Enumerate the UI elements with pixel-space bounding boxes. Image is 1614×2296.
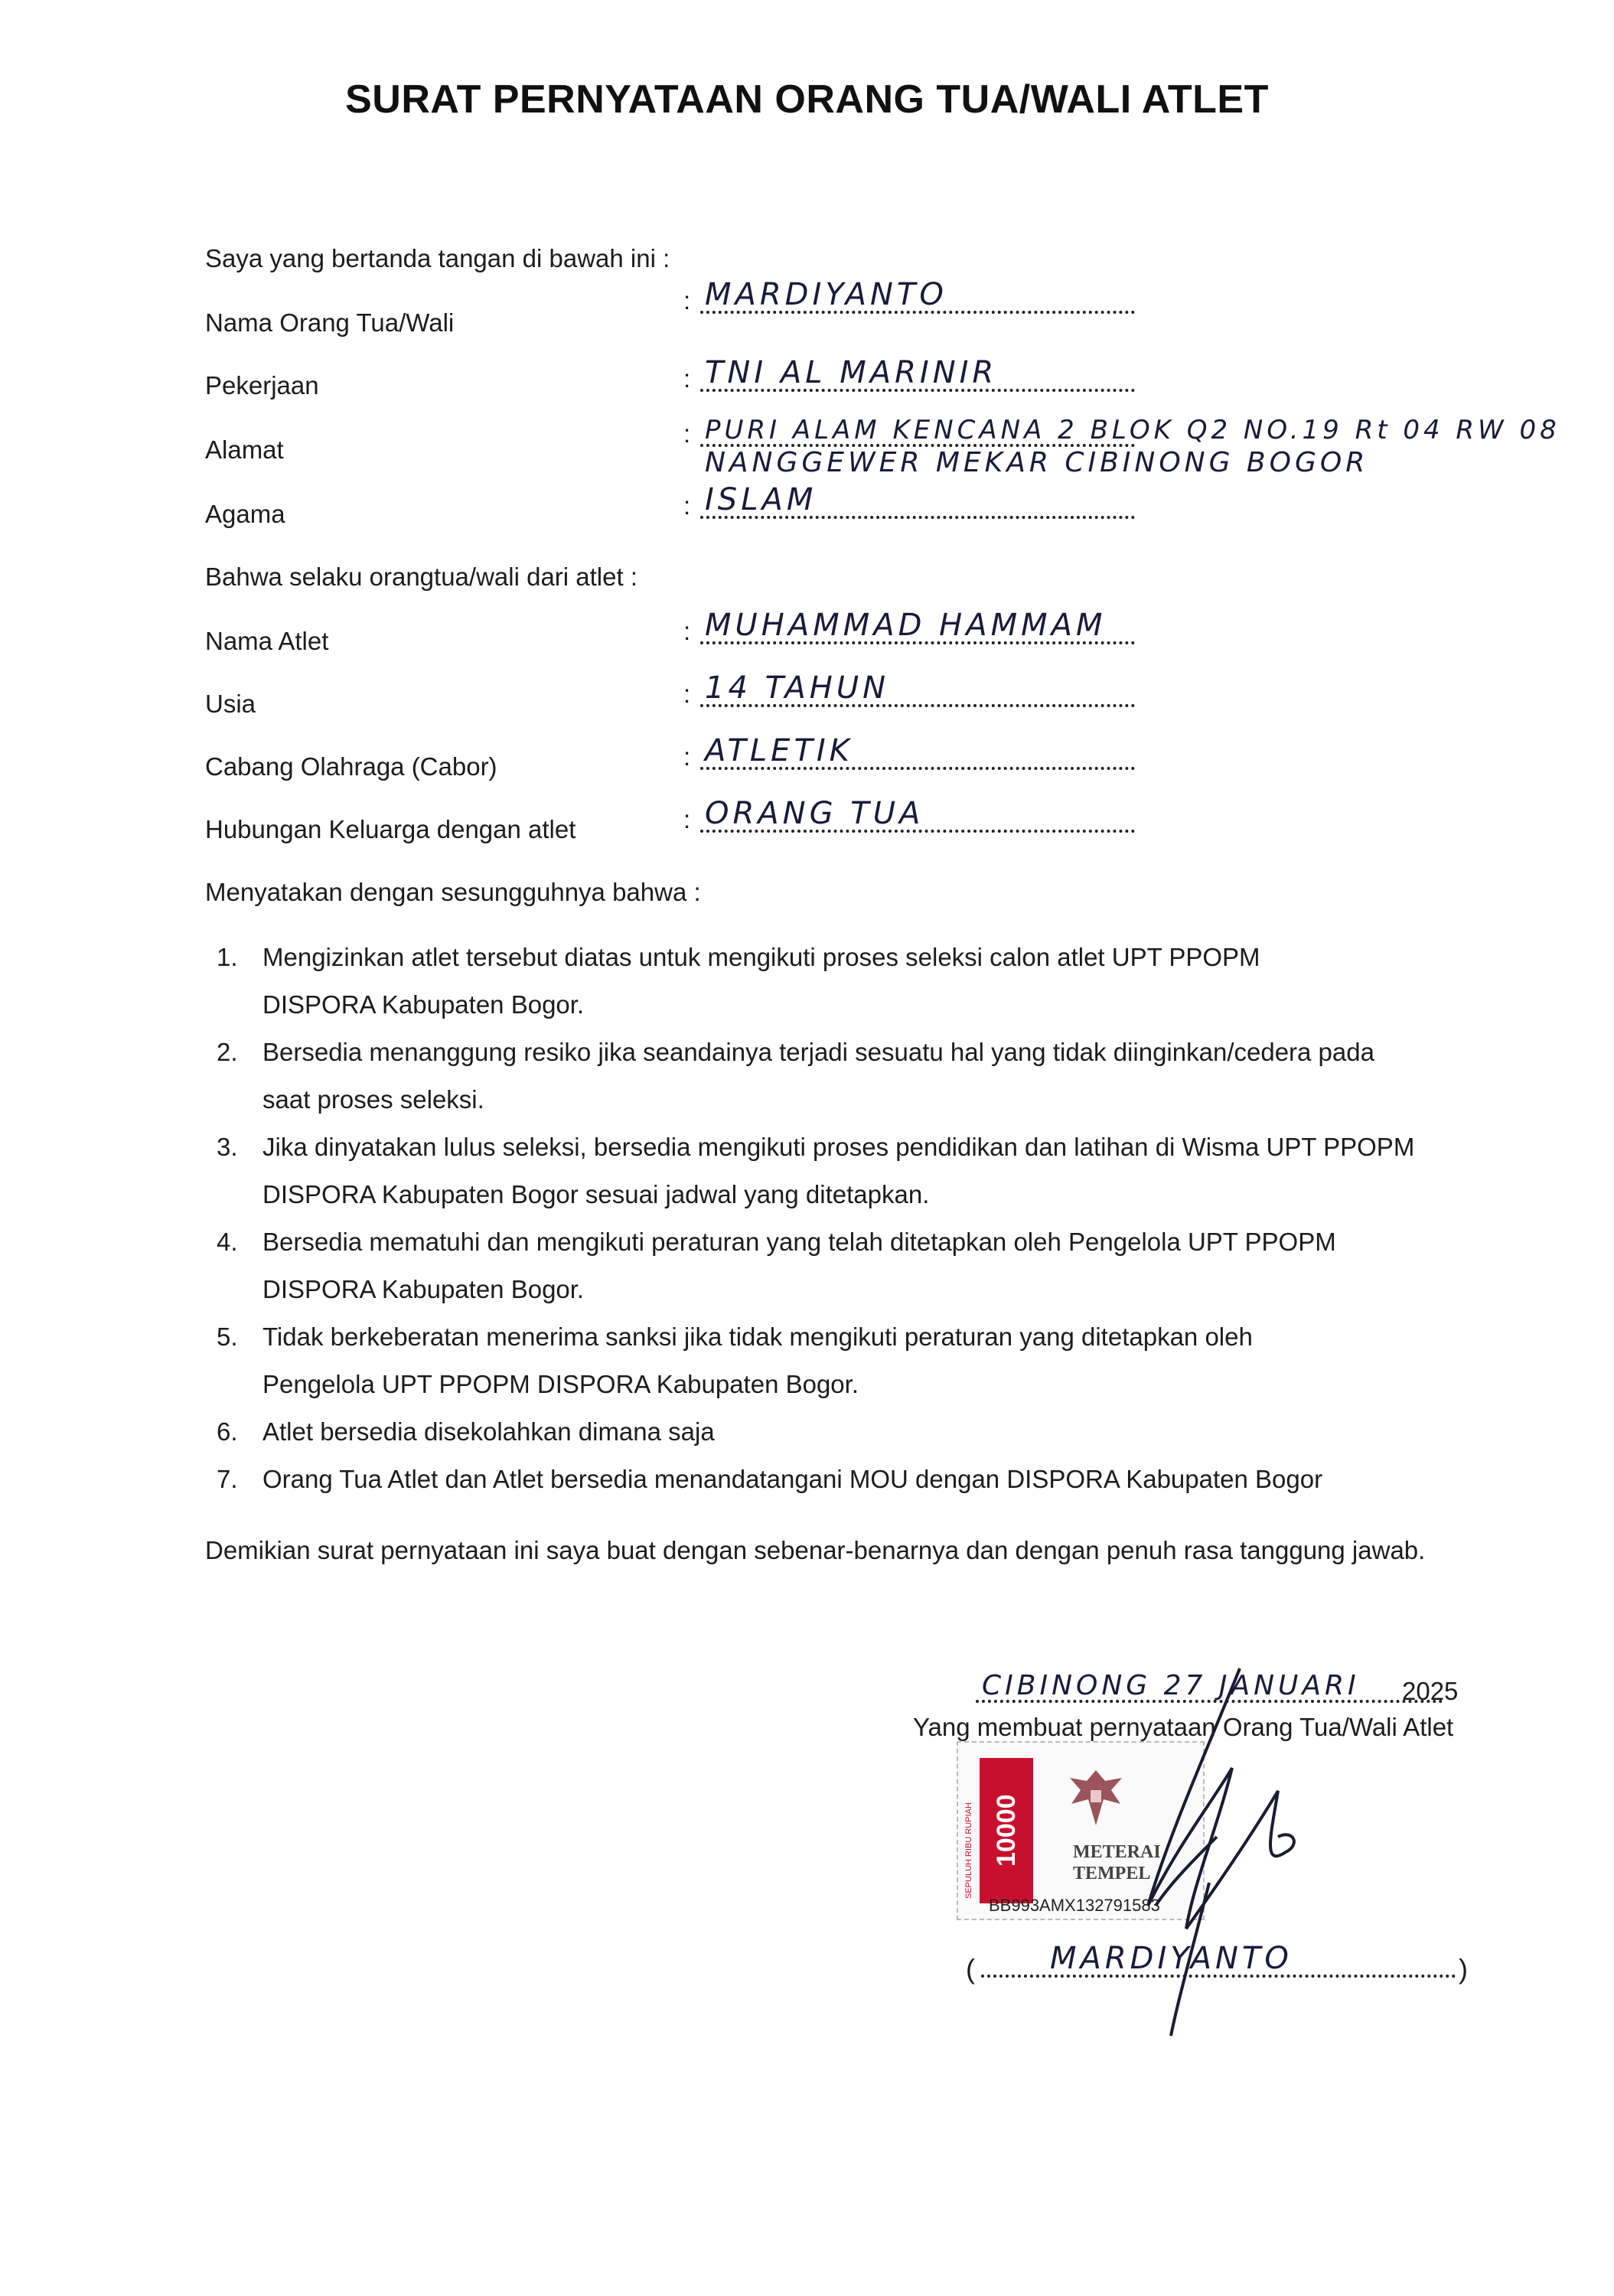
document-title: SURAT PERNYATAAN ORANG TUA/WALI ATLET — [345, 77, 1269, 122]
handwritten-religion: ISLAM — [705, 482, 817, 517]
list-item-line: DISPORA Kabupaten Bogor. — [262, 990, 585, 1019]
handwritten-place-date: CIBINONG 27 JANUARI — [982, 1670, 1360, 1701]
list-item — [262, 1408, 1456, 1456]
list-item — [262, 934, 1456, 1029]
list-item-number: 1. — [217, 943, 238, 971]
stamp-caption: SEPULUH RIBU RUPIAH — [964, 1802, 973, 1899]
field-label-occupation: Pekerjaan — [205, 371, 319, 400]
list-item-number: 6. — [217, 1417, 238, 1446]
field-religion: : ISLAM — [683, 487, 1135, 522]
list-item-line: Jika dinyatakan lulus seleksi, bersedia mengikuti proses pendidikan dan latihan di Wisma UPT PPOPM — [262, 1133, 1415, 1161]
field-occupation: : TNI AL MARINIR — [683, 360, 1135, 395]
list-item-line: Orang Tua Atlet dan Atlet bersedia menandatangani MOU dengan DISPORA Kabupaten Bogor — [262, 1465, 1323, 1493]
field-address-line2 — [683, 448, 1372, 483]
list-item-line: saat proses seleksi. — [262, 1085, 484, 1114]
list-item-number: 7. — [217, 1465, 238, 1493]
handwritten-parent-name: MARDIYANTO — [705, 277, 947, 312]
list-item-line: DISPORA Kabupaten Bogor sesuai jadwal yang ditetapkan. — [262, 1180, 930, 1208]
field-label-address: Alamat — [205, 435, 284, 464]
list-item-line: Mengizinkan atlet tersebut diatas untuk mengikuti proses seleksi calon atlet UPT PPOPM — [262, 943, 1260, 971]
closing-paragraph: Demikian surat pernyataan ini saya buat dengan sebenar-benarnya dan dengan penuh rasa tanggung jawab. — [205, 1536, 1426, 1564]
list-item — [262, 1218, 1456, 1313]
list-item-line: Pengelola UPT PPOPM DISPORA Kabupaten Bogor. — [262, 1370, 859, 1398]
stamp-value: 10000 — [980, 1758, 1033, 1903]
paren-open: ( — [966, 1953, 975, 1985]
handwritten-address-line1: PURI ALAM KENCANA 2 BLOK Q2 NO.19 Rt 04 RW 08 — [705, 415, 1560, 445]
handwritten-sport: ATLETIK — [705, 733, 853, 768]
field-age: : 14 TAHUN — [683, 675, 1135, 710]
handwritten-age: 14 TAHUN — [705, 670, 890, 706]
list-item-line: Atlet bersedia disekolahkan dimana saja — [262, 1417, 715, 1446]
list-item-line: Tidak berkeberatan menerima sanksi jika tidak mengikuti peraturan yang ditetapkan oleh — [262, 1322, 1253, 1351]
field-address: : PURI ALAM KENCANA 2 BLOK Q2 NO.19 Rt 04 RW 08 — [683, 415, 1560, 448]
field-relationship: : ORANG TUA — [683, 801, 1135, 836]
field-athlete-name: : MUHAMMAD HAMMAM — [683, 612, 1135, 647]
stamp-text-tempel: TEMPEL — [1073, 1864, 1151, 1883]
list-item — [262, 1313, 1456, 1408]
field-label-sport: Cabang Olahraga (Cabor) — [205, 752, 497, 781]
signature-maker-label: Yang membuat pernyataan Orang Tua/Wali Atlet — [913, 1713, 1454, 1741]
field-parent-name: : MARDIYANTO — [683, 282, 1135, 317]
field-label-relationship: Hubungan Keluarga dengan atlet — [205, 815, 576, 843]
statement-intro: Menyatakan dengan sesungguhnya bahwa : — [205, 878, 701, 906]
list-item-number: 3. — [217, 1133, 238, 1161]
list-item-number: 4. — [217, 1228, 238, 1256]
field-label-age: Usia — [205, 690, 256, 718]
field-label-athlete-name: Nama Atlet — [205, 627, 329, 655]
intro-text: Saya yang bertanda tangan di bawah ini : — [205, 244, 670, 272]
stamp-text-meterai: METERAI — [1073, 1842, 1161, 1862]
list-item-number: 2. — [217, 1038, 238, 1066]
list-item — [262, 1124, 1456, 1218]
list-item-line: DISPORA Kabupaten Bogor. — [262, 1275, 585, 1303]
signature-name-field — [981, 1941, 1456, 1982]
signature-year: 2025 — [1402, 1677, 1459, 1705]
list-item-line: Bersedia mematuhi dan mengikuti peraturan yang telah ditetapkan oleh Pengelola UPT PPOPM — [262, 1228, 1336, 1256]
field-label-religion: Agama — [205, 500, 285, 528]
signature-scribble — [1056, 1653, 1332, 2051]
handwritten-athlete-name: MUHAMMAD HAMMAM — [705, 608, 1107, 643]
handwritten-relationship: ORANG TUA — [705, 796, 924, 831]
list-item-line: Bersedia menanggung resiko jika seandainya terjadi sesuatu hal yang tidak diinginkan/cedera pada — [262, 1038, 1374, 1066]
list-item — [262, 1456, 1456, 1503]
stamp-serial: BB993AMX132791583 — [989, 1896, 1160, 1915]
handwritten-occupation: TNI AL MARINIR — [705, 355, 998, 390]
handwritten-signature-name: MARDIYANTO — [1050, 1941, 1293, 1976]
list-item-number: 5. — [217, 1322, 238, 1351]
handwritten-address-line2: NANGGEWER MEKAR CIBINONG BOGOR — [705, 447, 1369, 478]
field-sport: : ATLETIK — [683, 738, 1135, 773]
paren-close: ) — [1459, 1953, 1468, 1985]
list-item — [262, 1029, 1456, 1124]
intro2-text: Bahwa selaku orangtua/wali dari atlet : — [205, 563, 637, 591]
field-label-parent-name: Nama Orang Tua/Wali — [205, 308, 455, 337]
